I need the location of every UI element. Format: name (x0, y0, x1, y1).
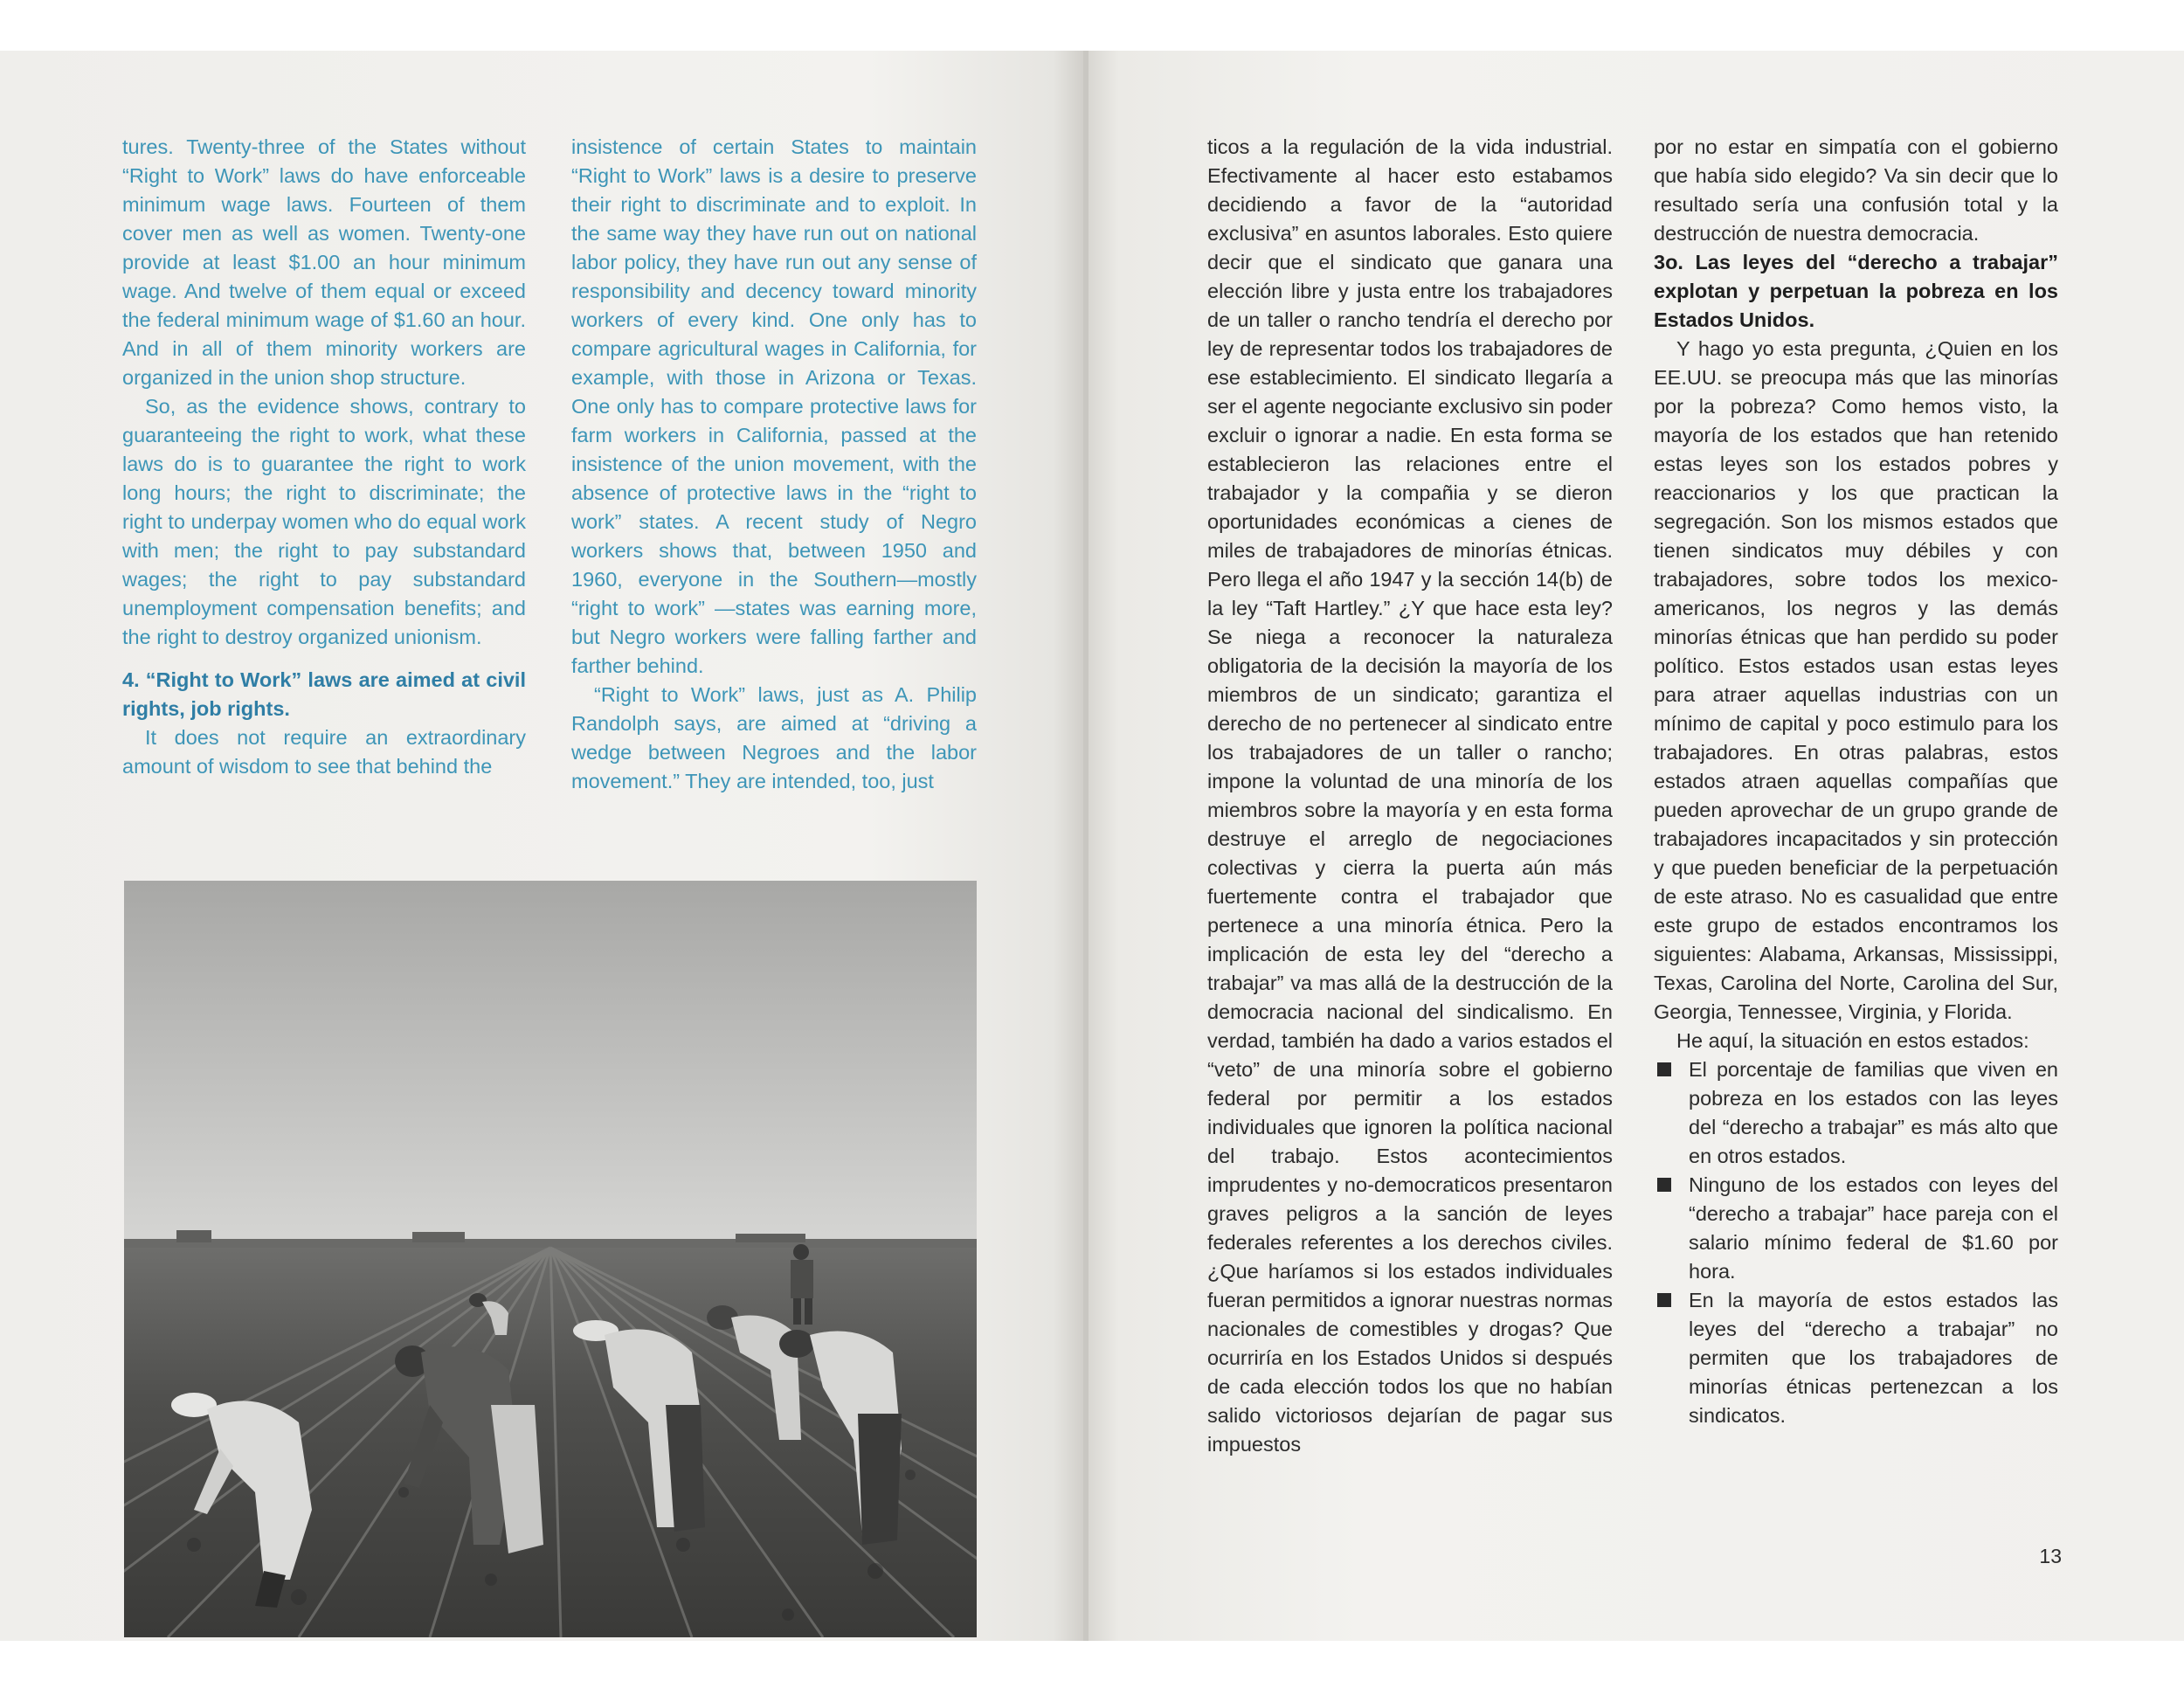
list-item (1689, 1055, 2058, 1171)
paragraph: “Right to Work” laws, just as A. Philip Randolph says, are aimed at “driving a wedge between Negroes and the labor movement.” They are intended, too, just (571, 683, 977, 792)
paragraph: Y hago yo esta pregunta, ¿Quien en los EE.UU. se preocupa más que las minorías por la pobreza? Como hemos visto, la mayoría de los estados que han retenido estas leyes son los estados pobres y reaccionarios y los que practican la segregación. Son los mismos estados que tienen sindicatos muy débiles y con trabajadores, sobre todos los mexico-americanos, los negros y las demás minorías étnicas que han perdido su poder político. Estos estados usan estas leyes para atraer aquellas industrias con un mínimo de capital y poco estimulo para los trabajadores. En otras palabras, estos estados atraen aquellas compañías que pueden aprovechar de un grupo grande de trabajadores incapacitados y sin protección y que pueden beneficiar de la perpetuación de este atraso. No es casualidad que entre este grupo de estados encontramos los siguientes: Alabama, Arkansas, Mississippi, Texas, Carolina del Norte, Carolina del Sur, Georgia, Tennessee, Virginia, y Florida. (1654, 337, 2058, 1023)
square-bullet-icon (1657, 1062, 1671, 1076)
bullet-list (1654, 1055, 2058, 1430)
section-heading: 3o. Las leyes del “derecho a trabajar” explotan y perpetuan la pobreza en los Estados Unidos. (1654, 251, 2058, 331)
list-item-text: En la mayoría de estos estados las leyes del “derecho a trabajar” no permiten que los trabajadores de minorías étnicas pertenezcan a los sindicatos. (1689, 1289, 2058, 1427)
list-item-text: Ninguno de los estados con leyes del “derecho a trabajar” hace pareja con el salario mínimo federal de $1.60 por hora. (1689, 1173, 2058, 1283)
paragraph: por no estar en simpatía con el gobierno que había sido elegido? Va sin decir que lo resultado sería una confusión total y la destrucción de nuestra democracia. (1654, 135, 2058, 245)
section-heading: 4. “Right to Work” laws are aimed at civil rights, job rights. (122, 668, 526, 720)
list-item (1689, 1286, 2058, 1430)
square-bullet-icon (1657, 1293, 1671, 1307)
left-column-1 (122, 133, 526, 781)
list-item (1689, 1171, 2058, 1286)
square-bullet-icon (1657, 1178, 1671, 1192)
paragraph: He aquí, la situación en estos estados: (1676, 1029, 2029, 1052)
list-item-text: El porcentaje de familias que viven en pobreza en los estados con las leyes del “derecho a trabajar” es más alto que en otros estados. (1689, 1058, 2058, 1167)
page-gutter (1083, 51, 1089, 1641)
left-column-2 (571, 133, 977, 796)
paragraph: It does not require an extraordinary amount of wisdom to see that behind the (122, 726, 526, 778)
page-number: 13 (2039, 1545, 2062, 1567)
paragraph: ticos a la regulación de la vida industrial. Efectivamente al hacer esto estabamos decidiendo a favor de la “autoridad exclusiva” en asuntos laborales. Esto quiere decir que el sindicato que ganara una elección libre y justa entre los trabajadores de un taller o rancho tendría el derecho por ley de representar todos los trabajadores de ese establecimiento. El sindicato llegaría a ser el agente negociante exclusivo sin poder excluir o ignorar a nadie. En esta forma se establecieron las relaciones entre el trabajador y la compañia y se dieron oportunidades económicas a cienes de miles de trabajadores de minorías étnicas. Pero llega el año 1947 y la sección 14(b) de la ley “Taft Hartley.” ¿Y que hace esta ley? Se niega a reconocer la naturaleza obligatoria de la decisión la mayoría de los miembros de un sindicato; garantiza el derecho de no pertenecer al sindicato entre los trabajadores de un taller o rancho; impone la voluntad de una minoría de los miembros sobre la mayoría y en esta forma destruye el arreglo de negociaciones colectivas y cierra la puerta aún más fuertemente contra el trabajador que pertenece a una minoría étnica. Pero la implicación de esta ley del “derecho a trabajar” va mas allá de la destrucción de la democracia nacional del sindicalismo. En verdad, también ha dado a varios estados el “veto” de una minoría sobre el gobierno federal por permitir a los estados individuales que ignoren la política nacional del trabajo. Estos acontecimientos imprudentes y no-democraticos presentaron graves peligros a la sanción de leyes federales referentes a los derechos civiles. ¿Que haríamos si los estados individuales fueran permitidos a ignorar nuestras normas nacionales de comestibles y drogas? Que ocurriría en los Estados Unidos si después de cada elección todos los que no habían salido victoriosos dejarían de pagar sus impuestos (1207, 135, 1613, 1456)
paragraph: tures. Twenty-three of the States without “Right to Work” laws do have enforceable minimum wage laws. Fourteen of them cover men as well as women. Twenty-one provide at least $1.00 an hour minimum wage. And twelve of them equal or exceed the federal minimum wage of $1.60 an hour. And in all of them minority workers are organized in the union shop structure. (122, 135, 526, 389)
field-workers-photo (124, 881, 977, 1637)
right-column-2 (1654, 133, 2058, 1430)
right-column-1 (1207, 133, 1613, 1459)
paragraph: insistence of certain States to maintain “Right to Work” laws is a desire to preserve their right to discriminate and to exploit. In the same way they have run out on national labor policy, they have run out any sense of responsibility and decency toward minority workers of every kind. One only has to compare agricultural wages in California, for example, with those in Arizona or Texas. One only has to compare protective laws for farm workers in California, passed at the insistence of the union movement, with the absence of protective laws in the “right to work” states. A recent study of Negro workers shows that, between 1950 and 1960, everyone in the Southern—mostly “right to work” —states was earning more, but Negro workers were falling farther and farther behind. (571, 135, 977, 677)
paragraph: So, as the evidence shows, contrary to guaranteeing the right to work, what these laws do is to guarantee the right to work long hours; the right to discriminate; the right to underpay women who do equal work with men; the right to pay substandard wages; the right to pay substandard unemployment compensation benefits; and the right to destroy organized unionism. (122, 395, 526, 648)
